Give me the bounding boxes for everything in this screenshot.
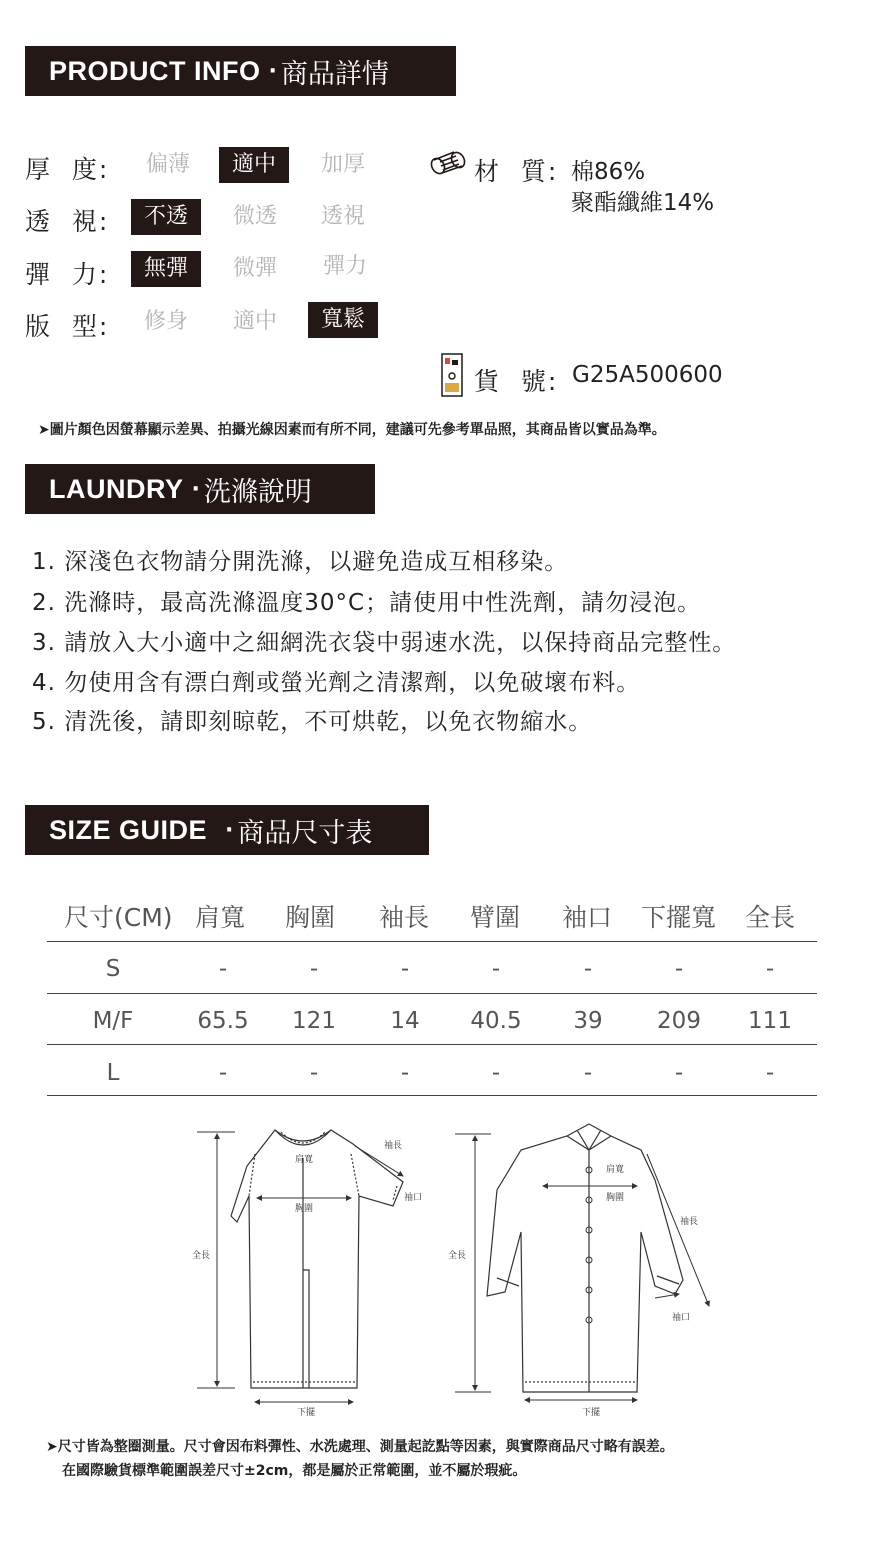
fit-option-regular: 適中 xyxy=(232,309,277,334)
size-diagram xyxy=(185,1120,725,1420)
table-cell: - xyxy=(491,956,501,982)
long-sleeve-dress-drawing xyxy=(487,1124,683,1392)
label-sleeve-length: 袖長 xyxy=(384,1141,403,1151)
laundry-heading-en: LAUNDRY xyxy=(49,473,184,504)
table-cell: - xyxy=(765,956,775,982)
table-cell: - xyxy=(218,956,228,982)
table-divider xyxy=(47,1095,817,1096)
label-total-length: 全長 xyxy=(192,1251,211,1261)
label-chest-2: 胸圍 xyxy=(606,1193,625,1203)
laundry-banner xyxy=(25,464,375,514)
thickness-option-thin: 偏薄 xyxy=(145,152,190,177)
sheer-label: 透 視: xyxy=(25,207,110,236)
table-cell: M/F xyxy=(92,1008,134,1034)
thickness-option-medium: 適中 xyxy=(219,147,289,183)
table-cell: 121 xyxy=(292,1008,336,1034)
table-cell: 40.5 xyxy=(470,1008,522,1034)
heading-separator: · xyxy=(268,58,277,84)
table-cell: - xyxy=(218,1060,228,1086)
heading-separator: · xyxy=(225,817,234,843)
table-cell: 209 xyxy=(657,1008,701,1034)
table-cell: - xyxy=(674,1060,684,1086)
stretch-option-none: 無彈 xyxy=(131,251,201,287)
laundry-item: 5. 清洗後，請即刻晾乾，不可烘乾，以免衣物縮水。 xyxy=(32,709,593,735)
stretch-option-stretchy: 彈力 xyxy=(322,254,367,279)
table-divider xyxy=(47,1044,817,1045)
label-cuff: 袖口 xyxy=(404,1193,423,1203)
material-cotton: 棉86% xyxy=(571,159,646,185)
table-cell: - xyxy=(309,1060,319,1086)
column-header-hem: 下擺寬 xyxy=(641,903,717,932)
product-info-banner xyxy=(25,46,456,96)
thickness-option-thick: 加厚 xyxy=(320,152,365,177)
table-divider xyxy=(47,993,817,994)
column-header-cuff: 袖口 xyxy=(562,903,613,932)
column-header-shoulder: 肩寬 xyxy=(195,903,246,932)
laundry-item: 2. 洗滌時，最高洗滌溫度30°C；請使用中性洗劑，請勿浸泡。 xyxy=(32,590,702,616)
table-cell: - xyxy=(583,956,593,982)
color-disclaimer: ➤圖片顏色因螢幕顯示差異、拍攝光線因素而有所不同，建議可先參考單品照，其商品皆以實品為準。 xyxy=(38,422,666,438)
table-cell: 39 xyxy=(573,1008,603,1034)
table-cell: - xyxy=(400,956,410,982)
column-header-chest: 胸圍 xyxy=(285,903,336,932)
fit-option-slim: 修身 xyxy=(143,309,188,334)
table-cell: - xyxy=(309,956,319,982)
stretch-label: 彈 力: xyxy=(25,260,110,289)
sheer-option-sheer: 透視 xyxy=(320,204,365,229)
material-label: 材 質: xyxy=(474,157,559,186)
thickness-label: 厚 度: xyxy=(25,155,110,184)
material-polyester: 聚酯纖維14% xyxy=(571,190,715,216)
table-cell: S xyxy=(105,956,121,982)
label-chest: 胸圍 xyxy=(295,1204,314,1214)
table-cell: - xyxy=(674,956,684,982)
laundry-heading-zh: 洗滌說明 xyxy=(203,476,312,508)
label-shoulder: 肩寬 xyxy=(295,1155,314,1165)
laundry-item: 4. 勿使用含有漂白劑或螢光劑之清潔劑，以免破壞布料。 xyxy=(32,670,641,696)
laundry-item: 3. 請放入大小適中之細網洗衣袋中弱速水洗，以保持商品完整性。 xyxy=(32,630,737,656)
size-guide-heading-zh: 商品尺寸表 xyxy=(237,817,373,849)
table-divider xyxy=(47,941,817,942)
label-cuff-2: 袖口 xyxy=(672,1313,691,1323)
size-guide-banner xyxy=(25,805,429,855)
sku-value: G25A500600 xyxy=(572,362,723,388)
table-cell: - xyxy=(400,1060,410,1086)
table-cell: L xyxy=(106,1060,120,1086)
table-cell: 111 xyxy=(748,1008,792,1034)
hang-tag-icon xyxy=(440,352,464,398)
fit-label: 版 型: xyxy=(25,312,110,341)
size-note-tolerance: 在國際驗貨標準範圍誤差尺寸±2cm，都是屬於正常範圍，並不屬於瑕疵。 xyxy=(62,1463,527,1479)
label-total-length-2: 全長 xyxy=(448,1251,467,1261)
product-info-heading-en: PRODUCT INFO xyxy=(49,55,261,86)
label-shoulder-2: 肩寬 xyxy=(606,1165,625,1175)
table-cell: - xyxy=(765,1060,775,1086)
laundry-item: 1. 深淺色衣物請分開洗滌，以避免造成互相移染。 xyxy=(32,549,569,575)
sheer-option-opaque: 不透 xyxy=(131,199,201,235)
product-info-heading-zh: 商品詳情 xyxy=(280,58,389,90)
label-hem-2: 下擺 xyxy=(582,1408,601,1418)
sku-label: 貨 號: xyxy=(474,367,559,396)
stretch-option-slight: 微彈 xyxy=(232,256,277,281)
table-cell: 65.5 xyxy=(197,1008,249,1034)
table-cell: 14 xyxy=(390,1008,420,1034)
size-guide-heading-en: SIZE GUIDE xyxy=(49,814,208,845)
column-header-arm: 臂圍 xyxy=(470,903,521,932)
table-cell: - xyxy=(583,1060,593,1086)
label-hem: 下擺 xyxy=(297,1408,316,1418)
short-sleeve-dress-drawing xyxy=(231,1130,403,1388)
label-sleeve-length-2: 袖長 xyxy=(680,1217,699,1227)
heading-separator: · xyxy=(191,476,200,502)
sheer-option-slight: 微透 xyxy=(232,204,277,229)
column-header-size: 尺寸(CM) xyxy=(64,903,173,932)
size-note: ➤尺寸皆為整圈測量。尺寸會因布料彈性、水洗處理、測量起訖點等因素，與實際商品尺寸略有誤差。 xyxy=(46,1439,674,1455)
fit-option-loose: 寬鬆 xyxy=(308,302,378,338)
table-cell: - xyxy=(491,1060,501,1086)
thread-spool-icon xyxy=(428,150,468,178)
column-header-length: 全長 xyxy=(745,903,796,932)
column-header-sleeve: 袖長 xyxy=(379,903,430,932)
